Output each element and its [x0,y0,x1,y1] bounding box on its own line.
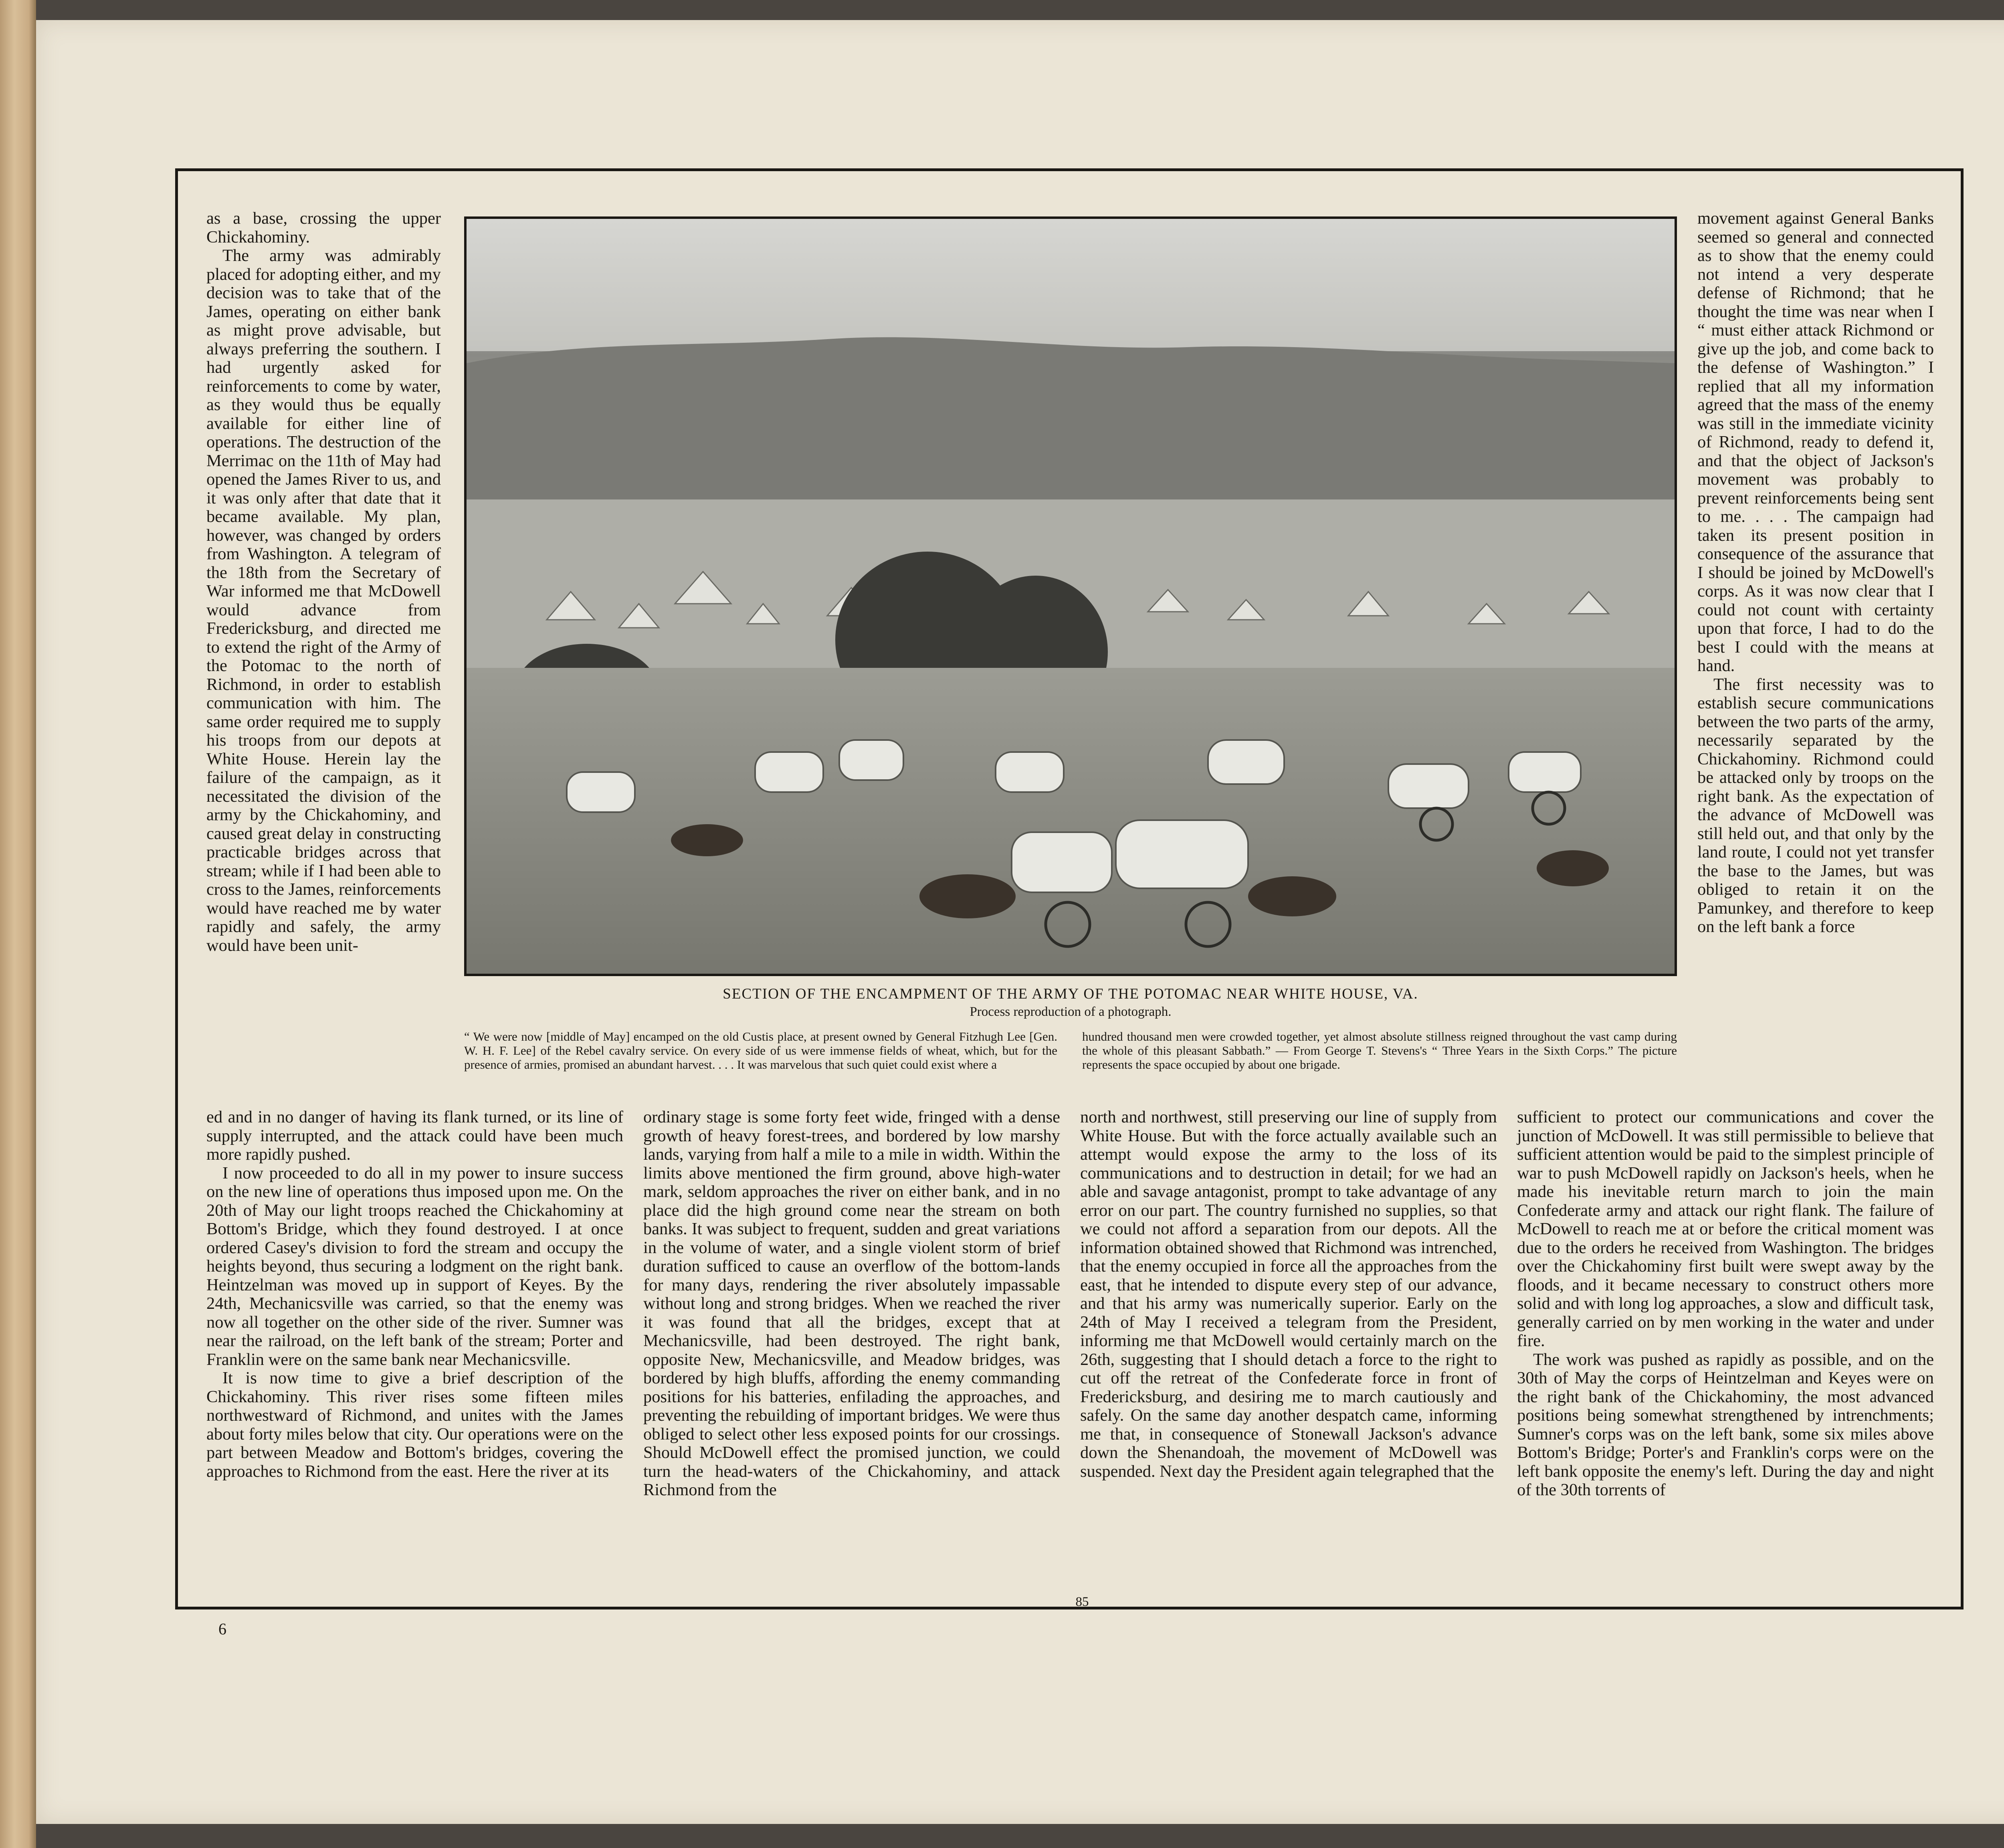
paragraph: ordinary stage is some forty feet wide, fringed with a dense growth of heavy forest-trees, and bordered by low marshy lands, varying from half a mile to a mile in width. Within the limits above mentioned the firm ground, above high-water mark, seldom approaches the river on either bank, and in no place did the high ground come near the stream on both banks. It was subject to frequent, sudden and great variations in the volume of water, and a single violent storm of brief duration sufficed to cause an overflow of the bottom-lands for many days, rendering the river absolutely impassable without long and strong bridges. When we reached the river it was found that all the bridges, except that at Mechanicsville, had been destroyed. The right bank, opposite New, Mechanicsville, and Meadow bridges, was bordered by high bluffs, affording the enemy commanding positions for his batteries, enfilading the approaches, and preventing the rebuilding of important bridges. We were thus obliged to select other less exposed points for our crossings. Should McDowell effect the promised junction, we could turn the head-waters of the Chickahominy, and attack Richmond from the [643,1108,1060,1499]
illustration-quote-right: hundred thousand men were crowded together, yet almost absolute stillness reigned throughout the vast camp during the whole of this pleasant Sabbath.” — From George T. Stevens's “ Three Years in the Sixth Corps.” The picture represents the space occupied by about one brigade. [1082,1029,1677,1072]
encampment-photograph [464,216,1677,976]
illustration-quote-left: “ We were now [middle of May] encamped on the old Custis place, at present owned by General Fitzhugh Lee [Gen. W. H. F. Lee] of the Rebel cavalry service. On every side of us were immense fields of wheat, which, but for the presence of armies, promised an abundant harvest. . . . It was marvelous that such quiet could exist where a [464,1029,1057,1072]
paragraph: I now proceeded to do all in my power to insure success on the new line of operations thus imposed upon me. On the 20th of May our light troops reached the Chickahominy at Bottom's Bridge, which they found destroyed. I at once ordered Casey's division to ford the stream and occupy the heights beyond, thus securing a lodgment on the right bank. Heintzelman was moved up in support of Keyes. By the 24th, Mechanicsville was carried, so that the enemy was now all together on the other side of the river. Sumner was near the railroad, on the left bank of the stream; Porter and Franklin were on the same bank near Mechanicsville. [206,1163,623,1369]
text-column-4 [1517,1108,1934,1500]
book-binding [0,0,36,1848]
field [467,668,1675,974]
text-column-2 [643,1108,1060,1500]
text-column-3 [1080,1108,1497,1481]
sky [467,219,1675,351]
paragraph: ed and in no danger of having its flank turned, or its line of supply interrupted, and the attack could have been much more rapidly pushed. [206,1108,623,1164]
text-column-left-upper [206,209,441,955]
paragraph: as a base, crossing the upper Chickahominy. [206,209,441,247]
paragraph: It is now time to give a brief description of the Chickahominy. This river rises some fifteen miles northwestward of Richmond, and unites with the James about forty miles below that city. Our operations were on the part between Meadow and Bottom's bridges, covering the approaches to Richmond from the east. Here the river at its [206,1369,623,1481]
wooded-hill [467,337,1675,507]
illustration-caption-subtitle: Process reproduction of a photograph. [970,1005,1172,1019]
paragraph: sufficient to protect our communications and cover the junction of McDowell. It was still permissible to believe that sufficient attention would be paid to the simplest principle of war to push McDowell rapidly on Jackson's heels, when he made his inevitable return march to join the main Confederate army and attack our right flank. The failure of McDowell to reach me at or before the critical moment was due to the orders he received from Washington. The bridges over the Chickahominy first built were swept away by the floods, and it became necessary to construct others more solid and with long log approaches, a slow and difficult task, generally carried on by men working in the water and under fire. [1517,1108,1934,1350]
photo-illustration [467,219,1675,974]
paragraph: The first necessity was to establish secure communications between the two parts of the army, necessarily separated by the Chickahominy. Richmond could be attacked only by troops on the right bank. As the expectation of the advance of McDowell was still held out, and that only by the land route, I could not yet transfer the base to the James, but was obliged to retain it on the Pamunkey, and therefore to keep on the left bank a force [1697,675,1934,936]
paragraph: The work was pushed as rapidly as possible, and on the 30th of May the corps of Heintzelman and Keyes were on the right bank of the Chickahominy, the most advanced positions being somewhat strengthened by intrenchments; Sumner's corps was on the left bank, some six miles above Bottom's Bridge; Porter's and Franklin's corps were on the left bank opposite the enemy's left. During the day and night of the 30th torrents of [1517,1350,1934,1499]
text-column-right-upper [1697,209,1934,936]
illustration-caption-title: SECTION OF THE ENCAMPMENT OF THE ARMY OF THE POTOMAC NEAR WHITE HOUSE, VA. [723,986,1418,1002]
page-number-center: 85 [1075,1595,1089,1609]
page-number-left: 6 [218,1620,226,1638]
paragraph: The army was admirably placed for adopting either, and my decision was to take that of the James, operating on either bank as might prove advisable, but always preferring the southern. I had urgently asked for reinforcements to come by water, as they would thus be equally available for either line of operations. The destruction of the Merrimac on the 11th of May had opened the James River to us, and it was only after that date that it became available. My plan, however, was changed by orders from Washington. A telegram of the 18th from the Secretary of War informed me that McDowell would advance from Fredericksburg, and directed me to extend the right of the Army of the Potomac to the north of Richmond, in order to establish communication with him. The same order required me to supply his troops from our depots at White House. Herein lay the failure of the campaign, as it necessitated the division of the army by the Chickahominy, and caused great delay in constructing practicable bridges across that stream; while if I had been able to cross to the James, reinforcements would have reached me by water rapidly and safely, the army would have been unit- [206,246,441,955]
paragraph: north and northwest, still preserving our line of supply from White House. But with the force actually available such an attempt would expose the army to the loss of its communications and to destruction in detail; for we had an able and savage antagonist, prompt to take advantage of any error on our part. The country furnished no supplies, so that we could not afford a separation from our depots. All the information obtained showed that Richmond was intrenched, that the enemy occupied in force all the approaches from the east, that he intended to dispute every step of our advance, and that his army was numerically superior. Early on the 24th of May I received a telegram from the President, informing me that McDowell would certainly march on the 26th, suggesting that I should detach a force to the right to cut off the retreat of the Confederate force in front of Fredericksburg, and desiring me to march cautiously and safely. On the same day another despatch came, informing me that, in consequence of Stonewall Jackson's advance down the Shenandoah, the movement of McDowell was suspended. Next day the President again telegraphed that the [1080,1108,1497,1481]
text-column-1 [206,1108,623,1481]
paragraph: movement against General Banks seemed so general and connected as to show that the enemy could not intend a very desperate defense of Richmond; that he thought the time was near when I “ must either attack Richmond or give up the job, and come back to the defense of Washington.” I replied that all my information agreed that the mass of the enemy was still in the immediate vicinity of Richmond, ready to defend it, and that the object of Jackson's movement was probably to prevent reinforcements being sent to me. . . . The campaign had taken its present position in consequence of the assurance that I should be joined by McDowell's corps. As it was now clear that I could not count with certainty upon that force, I had to do the best I could with the means at hand. [1697,209,1934,675]
